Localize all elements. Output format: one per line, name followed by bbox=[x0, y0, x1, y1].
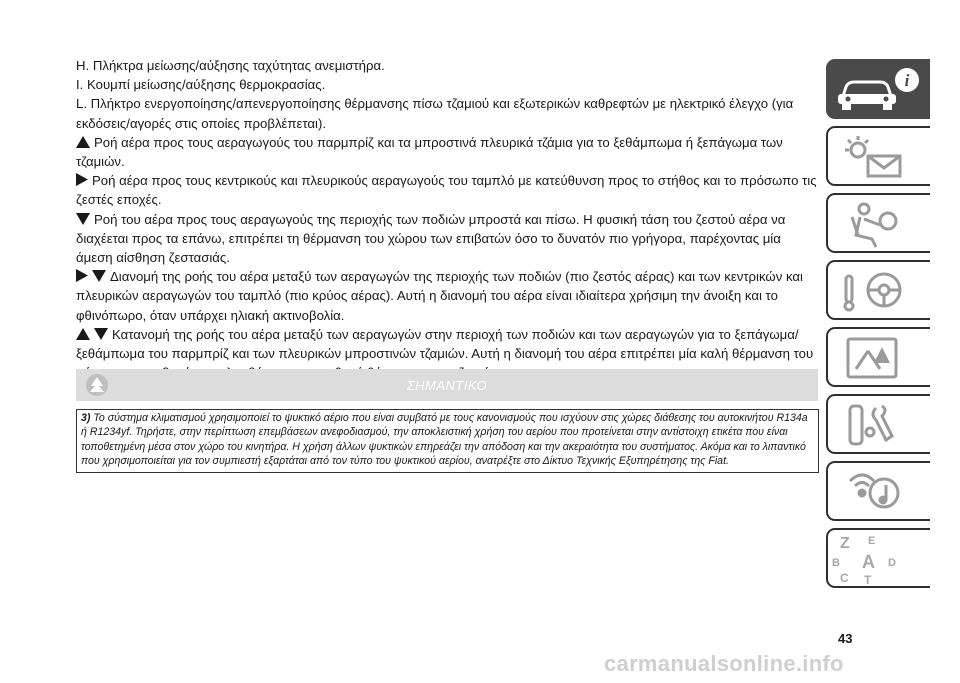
flow-feet bbox=[76, 210, 818, 268]
airflow-up-arrow-icon bbox=[76, 136, 90, 148]
tab-vehicle-knowledge[interactable] bbox=[826, 59, 930, 119]
note-text: Το σύστημα κλιματισμού χρησιμοποιεί το ψυκτικό αέριο που είναι συμβατό με τους κανονισμούς που ισχύουν στις χώρες διάθεσης του αυτοκινήτου R134a ή R1234yf. Τηρήστε, στην περίπτωση επεμβάσεων ανεφοδιασμού, την αποκλειστική χρήση του αερίου που προτείνεται στην αντίστοιχη ετικέτα που είναι τοποθετημένη μέσα στον χώρο του κινητήρα. Η χρήση άλλων ψυκτικών επηρεάζει την απόδοση και την ακεραιότητα του συστήματος. Ακόμα και το λιπαντικό που χρησιμοποιείται για τον συμπιεστή εξαρτάται από τον τύπο του ψυκτικού αερίου, ανατρέξτε στο Δίκτυο Τεχνικής Εξυπηρέτησης της Fiat. bbox=[81, 412, 808, 468]
important-title: ΣΗΜΑΝΤΙΚΟ bbox=[406, 378, 488, 393]
tab-starting-driving[interactable] bbox=[826, 260, 930, 320]
flow-feet-windshield-text: Κατανομή της ροής του αέρα μεταξύ των αεραγωγών στην περιοχή των ποδιών και των αεραγωγών για το ξεπάγωμα/ξεθάμπωμα του παρμπρίζ και των πλευρικών μπροστινών τζαμιών. Αυτή η διανομή του αέρα επιτρέπει μία καλή θέρμανση του bbox=[76, 326, 814, 362]
index-letter: B bbox=[832, 557, 840, 569]
flow-feet-face-text: Διανομή της ροής του αέρα μεταξύ των αεραγωγών της περιοχής των ποδιών (πιο ζεστός αέρας) και των κεντρικών και πλευρικών αεραγωγών του ταμπλό (πιο κρύος αέρας). Αυτή η διανομή του αέρα είναι ιδιαίτερα χρήσιμη την άνοιξη και το φθινόπωρο, όταν υπάρχει ηλιακή ακτινοβολία. bbox=[76, 269, 803, 323]
tab-emergency[interactable] bbox=[826, 327, 930, 387]
watermark-footer: carmanualsonline.info bbox=[604, 651, 844, 676]
flow-feet-face bbox=[76, 267, 818, 325]
airflow-right-arrow-icon bbox=[76, 173, 88, 186]
flow-windshield-text: Ροή αέρα προς τους αεραγωγούς του παρμπρίζ και τα μπροστινά πλευρικά τζάμια για το ξεθάμπωμα ή ξεπάγωμα των τζαμιών. bbox=[76, 134, 783, 170]
important-note-box bbox=[76, 409, 819, 473]
flow-windshield bbox=[76, 133, 818, 171]
tab-safety[interactable] bbox=[826, 193, 930, 253]
alphabetical-index-icon bbox=[828, 530, 928, 586]
paragraph-i: I. Κουμπί μείωσης/αύξησης θερμοκρασίας. bbox=[76, 77, 326, 93]
note-number: 3) bbox=[81, 412, 91, 424]
index-letter: T bbox=[864, 573, 872, 586]
multimedia-icon bbox=[828, 463, 928, 519]
index-letter: E bbox=[868, 535, 876, 547]
index-letter: D bbox=[888, 557, 896, 569]
maintenance-tools-icon bbox=[828, 396, 928, 452]
tab-alphabetical-index[interactable] bbox=[826, 528, 930, 588]
index-letter: C bbox=[840, 571, 849, 585]
airflow-right-arrow-icon bbox=[76, 269, 88, 282]
index-letter: A bbox=[862, 552, 875, 572]
warning-lights-icon bbox=[828, 128, 928, 184]
important-banner bbox=[76, 369, 818, 401]
tab-warning-lights[interactable] bbox=[826, 126, 930, 186]
car-info-icon bbox=[828, 61, 928, 117]
steering-start-icon bbox=[828, 262, 928, 318]
tab-maintenance[interactable] bbox=[826, 394, 930, 454]
paragraph-h: H. Πλήκτρα μείωσης/αύξησης ταχύτητας ανεμιστήρα. bbox=[76, 58, 385, 73]
airflow-down-arrow-icon bbox=[76, 213, 90, 225]
body-text bbox=[76, 56, 818, 382]
airflow-down-arrow-icon bbox=[92, 270, 106, 282]
airflow-up-arrow-icon bbox=[76, 328, 90, 340]
svg-text:i: i bbox=[904, 71, 910, 90]
page-number: 43 bbox=[838, 631, 853, 646]
flow-face-text: Ροή αέρα προς τους κεντρικούς και πλευρικούς αεραγωγούς του ταμπλό με κατεύθυνση προς το στήθος και το πρόσωπο τις ζεστές εποχές. bbox=[76, 173, 817, 208]
flow-face bbox=[76, 171, 818, 209]
tab-multimedia[interactable] bbox=[826, 461, 930, 521]
airflow-down-arrow-icon bbox=[94, 328, 108, 340]
flow-feet-text: Ροή του αέρα προς τους αεραγωγούς της περιοχής των ποδιών μπροστά και πίσω. Η φυσική τάση του ζεστού αέρα να διαχέεται προς τα επάνω, επιτρέπει τη θέρμανση του χώρου των επιβατών όσο το δυνατόν πιο γρήγορα, παρέχοντας μία άμεση αίσθηση ζεστασιάς. bbox=[76, 211, 786, 266]
paragraph-l: L. Πλήκτρο ενεργοποίησης/απενεργοποίησης θέρμανσης πίσω τζαμιού και εξωτερικών καθρεφτών με ηλεκτρικό έλεγχο (για εκδόσεις/αγορές στις οποίες προβλέπεται). bbox=[76, 96, 794, 131]
airbag-safety-icon bbox=[828, 195, 928, 251]
road-emergency-icon bbox=[828, 329, 928, 385]
index-letter: Z bbox=[840, 535, 850, 552]
